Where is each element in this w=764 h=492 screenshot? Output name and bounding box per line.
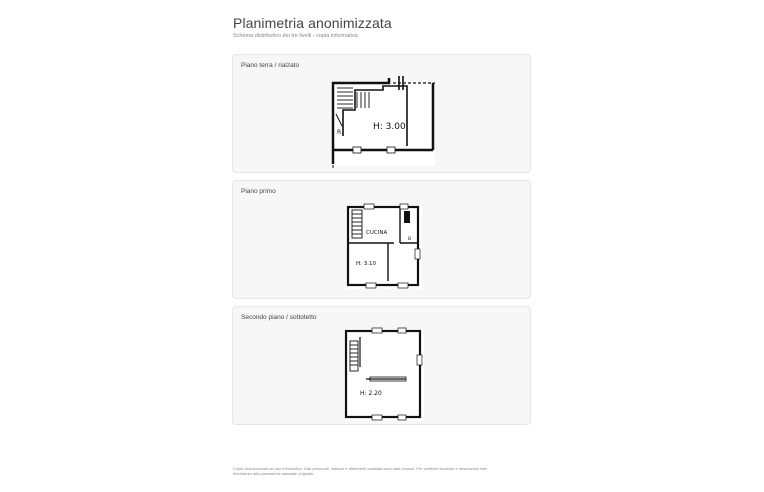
floor-card-attic [232,306,531,425]
first-room-label: CUCINA [366,230,388,236]
floor-label-first: Piano primo [241,188,276,195]
floor-plan-first [344,203,424,291]
first-room-mark: B [408,237,412,242]
floor-card-first [232,180,531,299]
floor-label-ground: Piano terra / rialzato [241,62,300,69]
attic-height-label: H: 2.20 [360,390,382,397]
ground-room-mark: R [337,129,342,136]
floor-label-attic: Secondo piano / sottotetto [241,314,317,321]
disclaimer-footer [233,466,533,476]
page-subtitle: Schema distributivo dei tre livelli - copia informativa [233,33,358,39]
floor-card-ground [232,54,531,173]
floor-plan-attic [342,327,426,423]
ground-height-label: H: 3.00 [373,122,406,132]
footer-line-1: Copia anonimizzata ad uso informativo. Dati personali, indirizzi e riferimenti catastali sono stati rimossi. Per verifiche tecniche e misurazioni fare [233,466,488,471]
first-height-label: H: 3.10 [356,261,376,267]
floor-plan-ground [327,74,439,170]
footer-line-2: riferimento alla planimetria catastale originale. [233,471,315,476]
page-title: Planimetria anonimizzata [233,15,392,31]
